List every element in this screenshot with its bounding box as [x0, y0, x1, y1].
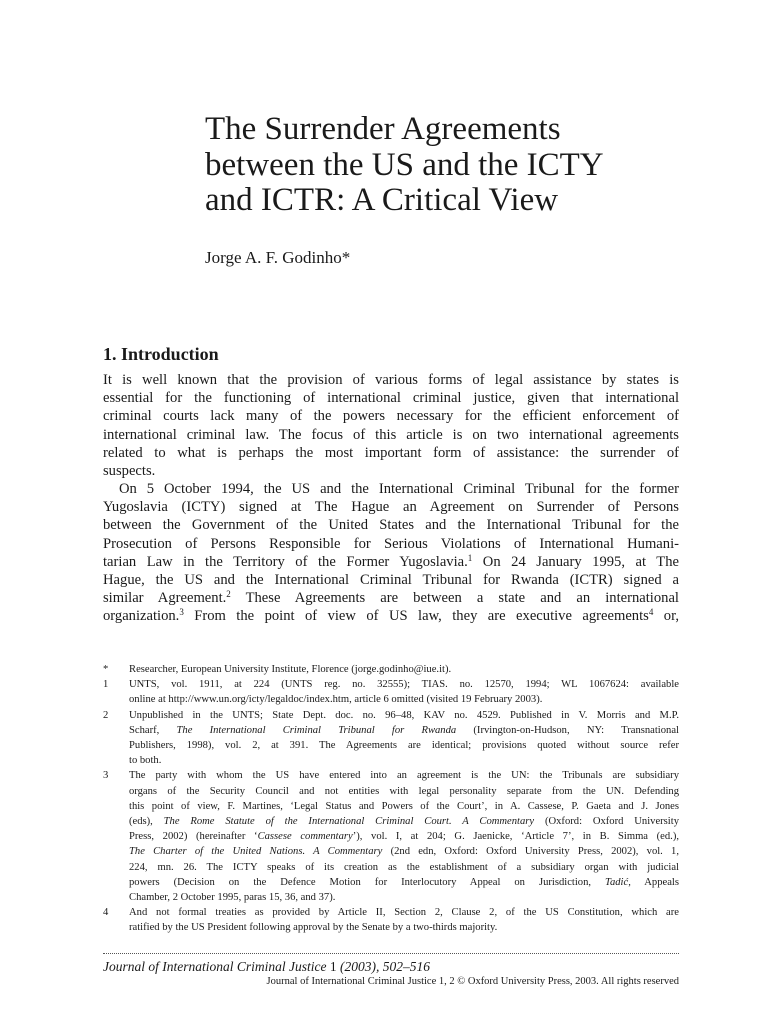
title-line: The Surrender Agreements: [205, 111, 561, 147]
footnote-line: The party with whom the US have entered into an agreement is the UN: the Tribunals are subsidiary: [129, 770, 679, 782]
footnote-mark: 2: [103, 709, 109, 721]
journal-citation: [103, 959, 430, 975]
text-line: On 5 October 1994, the US and the International Criminal Tribunal for the former: [119, 481, 679, 497]
text-segment: , Appeals: [628, 876, 679, 888]
footnote-ref-2[interactable]: 2: [226, 589, 231, 600]
footnote-line: this point of view, F. Martines, ‘Legal Status and Powers of the Court’, in A. Cassese, P. Gaeta and J. Jones: [129, 800, 679, 812]
footnote-ref-4[interactable]: 4: [648, 607, 654, 618]
title-line: between the US and the ICTY: [205, 146, 604, 183]
paragraph-1: [103, 371, 679, 480]
footnote-line: [129, 844, 679, 859]
text-segment: (Irvington-on-Hudson, NY: Transnational: [456, 724, 679, 736]
italic-title: The Rome Statute of the International Criminal Court. A Commentary: [163, 816, 535, 828]
footnote-line: Chamber, 2 October 1995, paras 15, 36, and 37).: [129, 892, 336, 904]
footer-divider: [103, 953, 679, 954]
footnote-ref-1[interactable]: 1: [467, 552, 473, 563]
text-line: suspects.: [103, 462, 156, 479]
footnote-line: UNTS, vol. 1911, at 224 (UNTS reg. no. 32555); TIAS. no. 12570, 1994; WL 1067624: available: [129, 679, 679, 691]
footnote-mark: 3: [103, 770, 109, 782]
text-segment: These Agreements are between a state and an international: [230, 590, 679, 607]
footnote-line: organs of the Security Council and not entities with legal personality separate from the UN. Defending: [129, 785, 679, 797]
footnotes: [103, 662, 679, 936]
footnote-line: Researcher, European University Institute, Florence (jorge.godinho@iue.it).: [129, 664, 452, 675]
text-segment: powers (Decision on the Defence Motion for Interlocutory Appeal on Jurisdiction,: [129, 876, 606, 888]
footnote-mark: 1: [103, 679, 109, 691]
footnote-mark: *: [103, 664, 109, 675]
paragraph-2: [103, 480, 679, 626]
footnote-1: [103, 677, 679, 707]
text-line: international criminal law. The focus of this article is on two international agreements: [103, 426, 679, 443]
footnote-mark: 4: [103, 907, 109, 919]
text-segment: ’), vol. I, at 204; G. Jaenicke, ‘Article 7’, in B. Simma (ed.),: [352, 831, 679, 843]
footnote-line: Unpublished in the UNTS; State Dept. doc. no. 96–48, KAV no. 4529. Published in V. Morris and M.P.: [129, 709, 679, 721]
text-line: related to what is perhaps the most important form of assistance: the surrender of: [103, 444, 679, 461]
footnote-line: Publishers, 1998), vol. 2, at 391. The Agreements are identical; provisions quoted without source refer: [129, 740, 679, 752]
text-segment: (Oxford: Oxford University: [534, 816, 679, 828]
text-line: Yugoslavia (ICTY) signed at The Hague an Agreement on Surrender of Persons: [103, 499, 679, 516]
text-segment: tarian Law in the Territory of the Former Yugoslavia.: [103, 553, 468, 570]
text-line: criminal courts lack many of the powers necessary for the efficient enforcement of: [103, 408, 679, 425]
text-line: essential for the functioning of international criminal justice, given that international: [103, 390, 679, 407]
footnote-line: [129, 875, 679, 890]
footnote-line: online at http://www.un.org/icty/legaldoc/index.htm, article 6 omitted (visited 19 February 2003).: [129, 694, 543, 706]
journal-year-pages: (2003), 502–516: [336, 959, 430, 974]
footnote-star: [103, 662, 679, 677]
journal-volume: 1: [329, 959, 337, 974]
text-segment: (eds),: [129, 816, 164, 828]
footnote-line: [129, 814, 679, 829]
journal-name: Journal of International Criminal Justice: [103, 959, 327, 974]
italic-title: The Charter of the United Nations. A Commentary: [129, 846, 383, 858]
text-segment: organization.: [103, 608, 180, 625]
italic-title: Cassese commentary: [257, 831, 353, 843]
text-segment: or,: [653, 608, 679, 625]
section-heading: 1. Introduction: [103, 344, 219, 364]
footnote-2: [103, 708, 679, 769]
text-line: Prosecution of Persons Responsible for Serious Violations of International Humani-: [103, 535, 679, 552]
footnote-line: [129, 723, 679, 738]
title-line: and ICTR: A Critical View: [205, 182, 559, 218]
footnote-line: 224, mn. 26. The ICTY speaks of its creation as the establishment of a subsidiary organ with judicial: [129, 861, 679, 873]
article-title: [205, 112, 725, 219]
text-segment: Scharf,: [129, 724, 177, 736]
footnote-3: [103, 768, 679, 905]
text-segment: similar Agreement.: [103, 590, 227, 607]
text-segment: Press, 2002) (hereinafter ‘: [129, 831, 258, 843]
text-segment: On 24 January 1995, at The: [472, 553, 679, 570]
italic-case-name: Tadić: [605, 876, 629, 888]
text-line: [103, 589, 679, 607]
footnote-line: And not formal treaties as provided by Article II, Section 2, Clause 2, of the US Constitution, which are: [129, 907, 679, 919]
text-line: Hague, the US and the International Criminal Tribunal for Rwanda (ICTR) signed a: [103, 571, 679, 588]
text-segment: From the point of view of US law, they are executive agreements: [183, 608, 649, 625]
footnote-4: [103, 905, 679, 935]
footnote-line: ratified by the US President following approval by the Senate by a two-thirds majority.: [129, 922, 498, 934]
footnote-line: [129, 829, 679, 844]
text-segment: (2nd edn, Oxford: Oxford University Press, 2002), vol. 1,: [382, 846, 679, 858]
text-line: [103, 607, 679, 625]
footnote-line: to both.: [129, 755, 162, 767]
footnote-ref-3[interactable]: 3: [179, 607, 184, 618]
author-name: Jorge A. F. Godinho*: [205, 248, 351, 267]
text-line: between the Government of the United States and the International Tribunal for the: [103, 517, 679, 534]
text-line: It is well known that the provision of various forms of legal assistance by states is: [103, 372, 679, 388]
text-line: [103, 553, 679, 571]
italic-title: The International Criminal Tribunal for Rwanda: [176, 724, 457, 736]
copyright-notice: Journal of International Criminal Justice 1, 2 © Oxford University Press, 2003. All rights reserved: [266, 976, 679, 987]
